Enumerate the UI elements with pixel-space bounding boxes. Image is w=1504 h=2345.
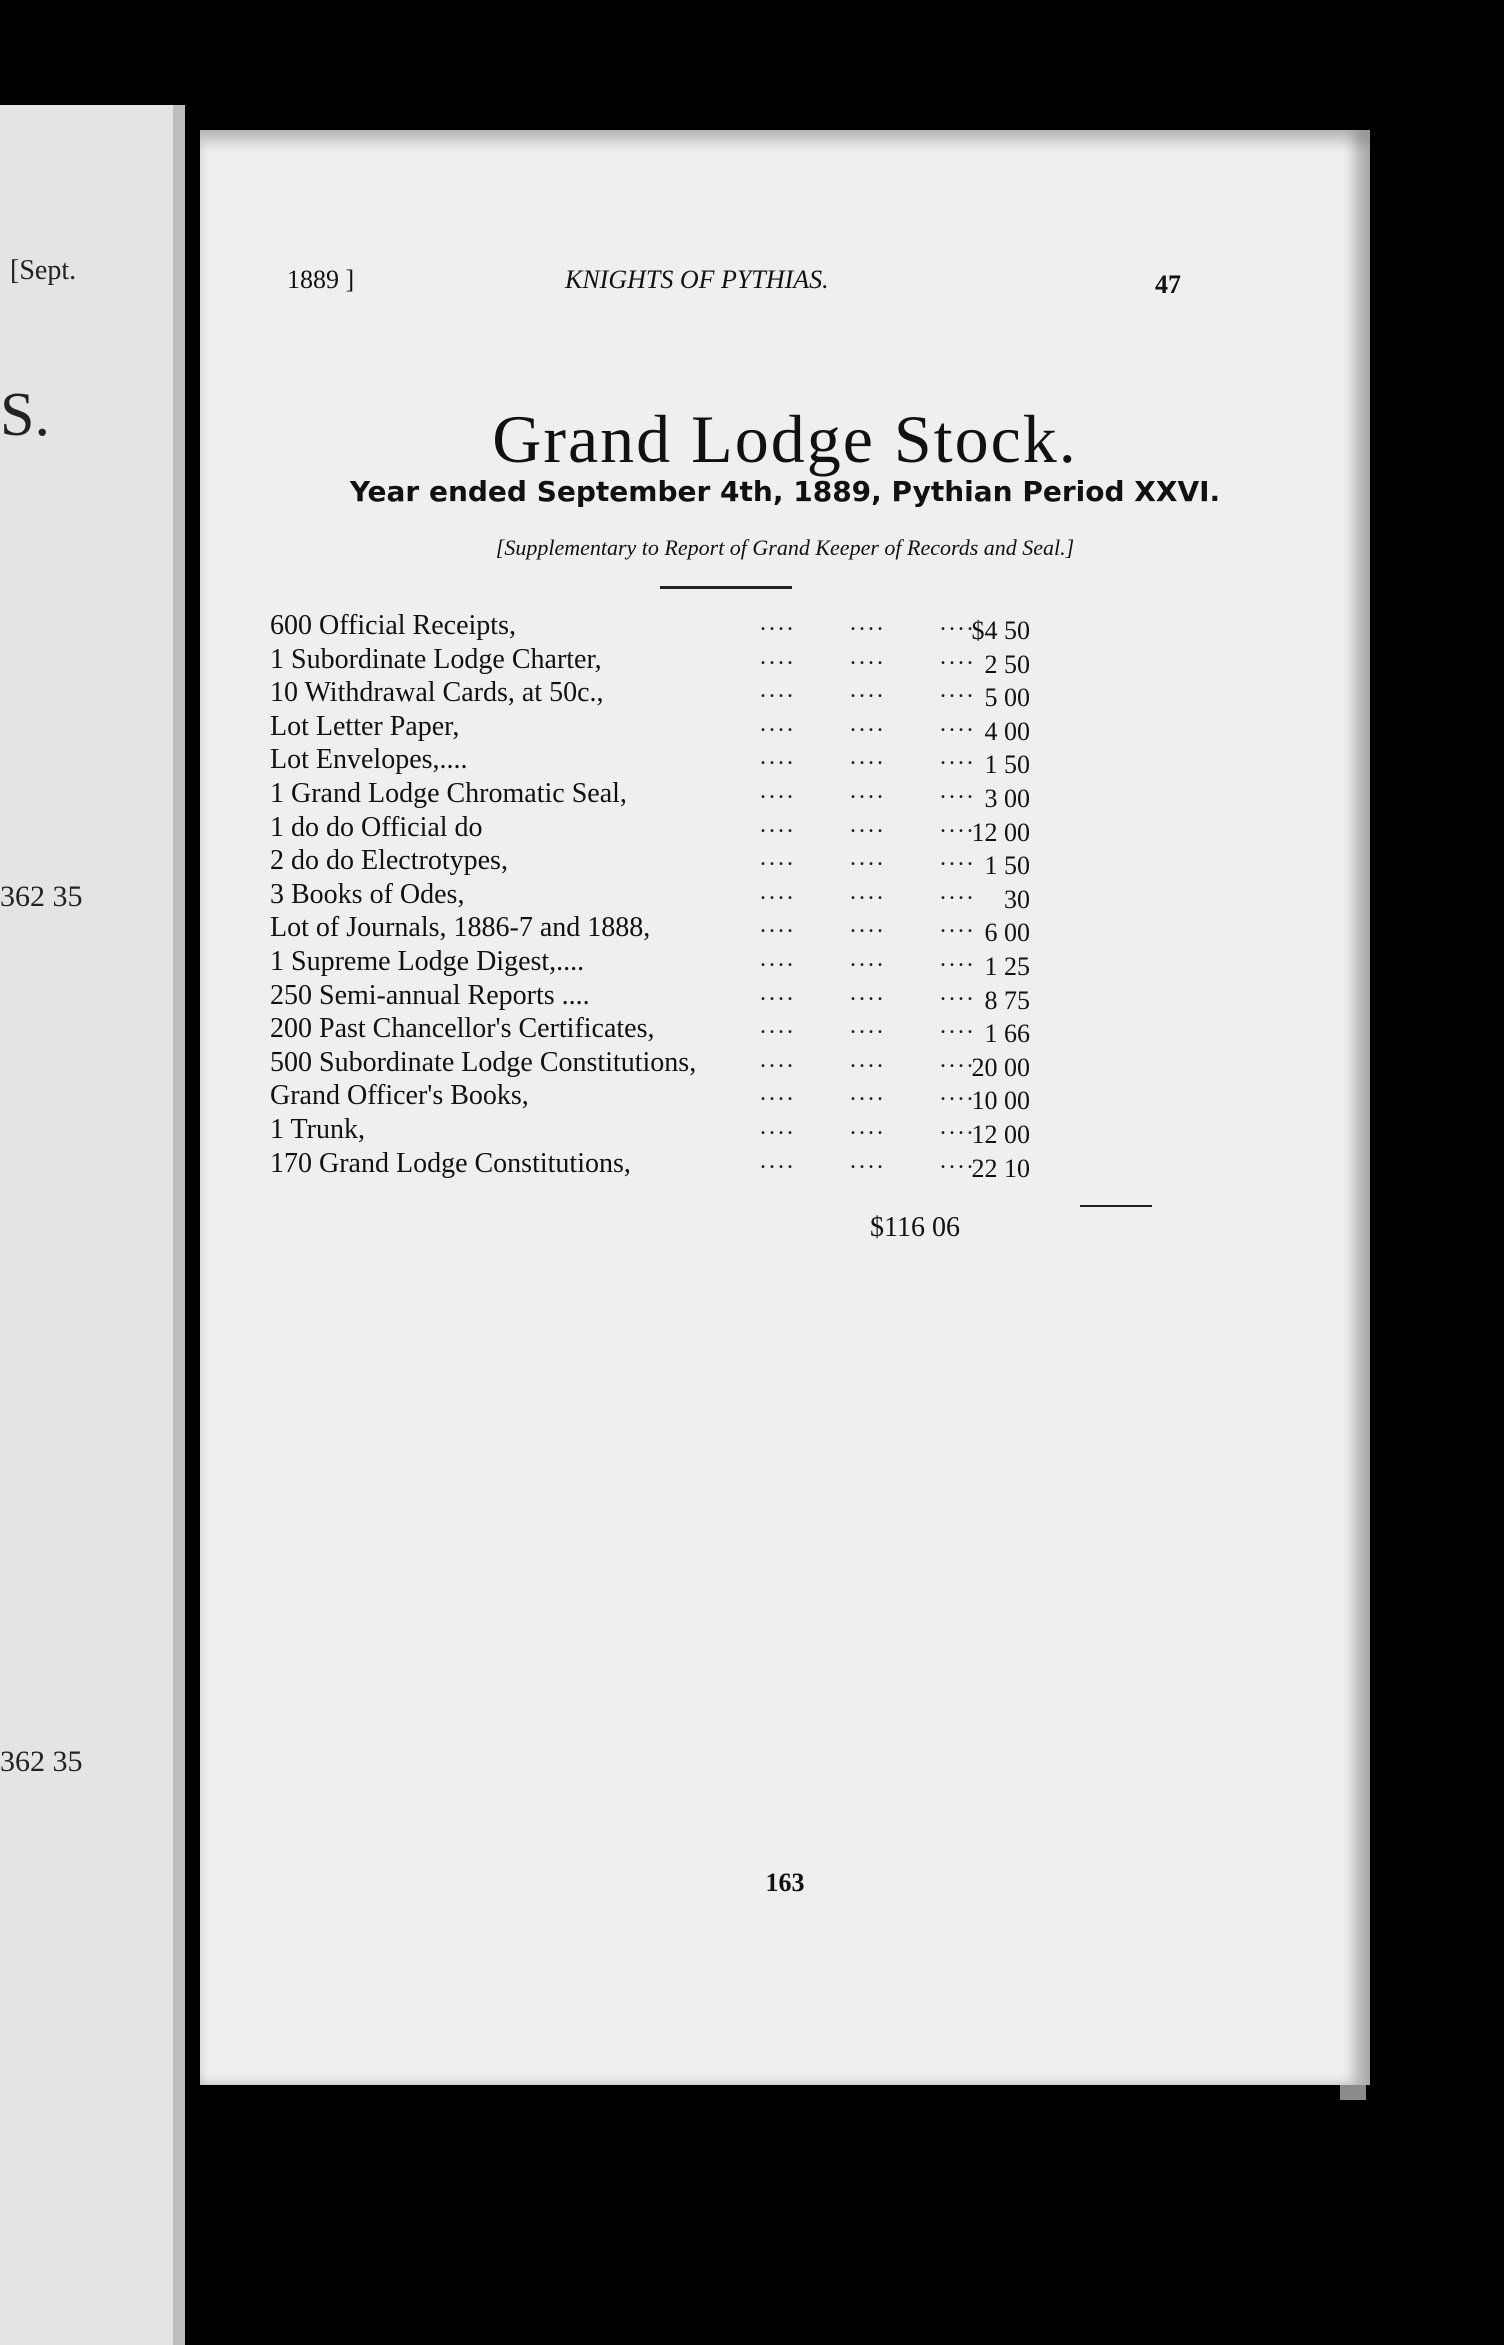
left-page-letter: S. [0, 381, 50, 449]
divider-rule [660, 586, 792, 589]
leader-dots: .... [850, 643, 886, 670]
left-facing-page [0, 105, 185, 2345]
item-amount: 5 00 [984, 683, 1030, 713]
list-item [270, 912, 1370, 946]
item-label: Grand Officer's Books, [270, 1080, 529, 1112]
leader-dots: .... [850, 845, 886, 872]
leader-dots: .... [850, 811, 886, 838]
item-amount: 2 50 [984, 649, 1030, 679]
leader-dots: .... [940, 811, 976, 838]
leader-dots: .... [850, 610, 886, 636]
list-item [270, 1148, 1370, 1182]
list-item [270, 744, 1370, 778]
leader-dots: .... [850, 912, 886, 939]
leader-dots: .... [850, 979, 886, 1006]
leader-dots: .... [850, 878, 886, 905]
list-item [270, 711, 1370, 745]
list-item [270, 980, 1370, 1014]
leader-dots: .... [940, 845, 976, 872]
item-amount: 30 [1004, 884, 1030, 914]
leader-dots: .... [850, 1046, 886, 1073]
list-item [270, 879, 1370, 913]
running-title: KNIGHTS OF PYTHIAS. [565, 265, 829, 294]
leader-dots: .... [760, 979, 796, 1006]
list-item [270, 1013, 1370, 1047]
main-page [200, 130, 1370, 2085]
leader-dots: .... [940, 1147, 976, 1174]
leader-dots: .... [760, 643, 796, 670]
leader-dots: .... [760, 1147, 796, 1174]
leader-dots: .... [850, 777, 886, 804]
item-amount: 22 10 [971, 1153, 1030, 1183]
list-item [270, 1047, 1370, 1081]
item-label: Lot of Journals, 1886-7 and 1888, [270, 912, 651, 944]
item-amount: 1 50 [984, 851, 1030, 881]
leader-dots: .... [940, 1046, 976, 1073]
item-amount: 1 25 [984, 951, 1030, 981]
subtitle: Year ended September 4th, 1889, Pythian Period XXVI. [349, 475, 1221, 508]
page-title: Grand Lodge Stock. [492, 401, 1078, 477]
item-label: 1 Trunk, [270, 1113, 365, 1145]
page-edge [173, 105, 185, 2345]
leader-dots: .... [940, 878, 976, 905]
item-label: 500 Subordinate Lodge Constitutions, [270, 1046, 697, 1078]
item-amount: 20 00 [971, 1052, 1030, 1082]
item-amount: 12 00 [971, 817, 1030, 847]
stock-items-list [270, 610, 1370, 1181]
leader-dots: .... [940, 912, 976, 939]
leader-dots: .... [940, 677, 976, 704]
leader-dots: .... [850, 1113, 886, 1140]
leader-dots: .... [760, 777, 796, 804]
leader-dots: .... [850, 945, 886, 972]
footer-page-number: 163 [765, 1868, 805, 1897]
list-item [270, 1114, 1370, 1148]
item-label: 170 Grand Lodge Constitutions, [270, 1147, 631, 1179]
list-item [270, 677, 1370, 711]
leader-dots: .... [850, 1080, 886, 1107]
item-label: 250 Semi-annual Reports .... [270, 979, 590, 1011]
leader-dots: .... [760, 878, 796, 905]
item-label: 1 do do Official do [270, 811, 483, 843]
leader-dots: .... [940, 610, 976, 636]
leader-dots: .... [760, 945, 796, 972]
item-label: Lot Letter Paper, [270, 710, 460, 742]
leader-dots: .... [850, 677, 886, 704]
item-label: 200 Past Chancellor's Certificates, [270, 1013, 655, 1045]
item-label: 2 do do Electrotypes, [270, 845, 508, 877]
leader-dots: .... [760, 1080, 796, 1107]
sum-rule [1080, 1205, 1152, 1207]
left-page-amount-1: 362 35 [0, 880, 83, 913]
list-item [270, 946, 1370, 980]
list-item [270, 812, 1370, 846]
item-label: 1 Grand Lodge Chromatic Seal, [270, 777, 627, 809]
list-item [270, 644, 1370, 678]
leader-dots: .... [760, 811, 796, 838]
leader-dots: .... [760, 710, 796, 737]
page-number: 47 [1155, 270, 1181, 299]
item-amount: $4 50 [971, 616, 1030, 645]
leader-dots: .... [760, 1046, 796, 1073]
leader-dots: .... [940, 744, 976, 771]
item-label: 3 Books of Odes, [270, 878, 465, 910]
leader-dots: .... [850, 710, 886, 737]
item-amount: 1 66 [984, 1019, 1030, 1049]
leader-dots: .... [940, 643, 976, 670]
leader-dots: .... [760, 744, 796, 771]
leader-dots: .... [940, 1013, 976, 1040]
leader-dots: .... [760, 912, 796, 939]
item-label: 1 Supreme Lodge Digest,.... [270, 945, 585, 977]
leader-dots: .... [940, 777, 976, 804]
leader-dots: .... [760, 1113, 796, 1140]
item-amount: 8 75 [984, 985, 1030, 1015]
leader-dots: .... [940, 945, 976, 972]
item-amount: 12 00 [971, 1119, 1030, 1149]
leader-dots: .... [940, 1080, 976, 1107]
leader-dots: .... [940, 979, 976, 1006]
item-label: 1 Subordinate Lodge Charter, [270, 643, 602, 675]
leader-dots: .... [760, 677, 796, 704]
leader-dots: .... [850, 744, 886, 771]
item-amount: 3 00 [984, 783, 1030, 813]
supplement-note: [Supplementary to Report of Grand Keeper of Records and Seal.] [495, 535, 1075, 560]
item-amount: 1 50 [984, 750, 1030, 780]
leader-dots: .... [760, 610, 796, 636]
item-amount: 10 00 [971, 1086, 1030, 1116]
leader-dots: .... [760, 845, 796, 872]
leader-dots: .... [850, 1013, 886, 1040]
item-label: 600 Official Receipts, [270, 610, 516, 641]
list-item [270, 778, 1370, 812]
leader-dots: .... [940, 710, 976, 737]
header-year: 1889 ] [287, 265, 355, 294]
item-label: 10 Withdrawal Cards, at 50c., [270, 677, 604, 709]
item-label: Lot Envelopes,.... [270, 744, 468, 776]
total-amount: $116 06 [870, 1212, 960, 1243]
left-page-header: [Sept. [10, 255, 77, 286]
list-item [270, 845, 1370, 879]
list-item [270, 1080, 1370, 1114]
item-amount: 4 00 [984, 716, 1030, 746]
leader-dots: .... [940, 1113, 976, 1140]
item-amount: 6 00 [984, 918, 1030, 948]
leader-dots: .... [760, 1013, 796, 1040]
left-page-amount-2: 362 35 [0, 1745, 83, 1778]
list-item [270, 610, 1370, 644]
leader-dots: .... [850, 1147, 886, 1174]
